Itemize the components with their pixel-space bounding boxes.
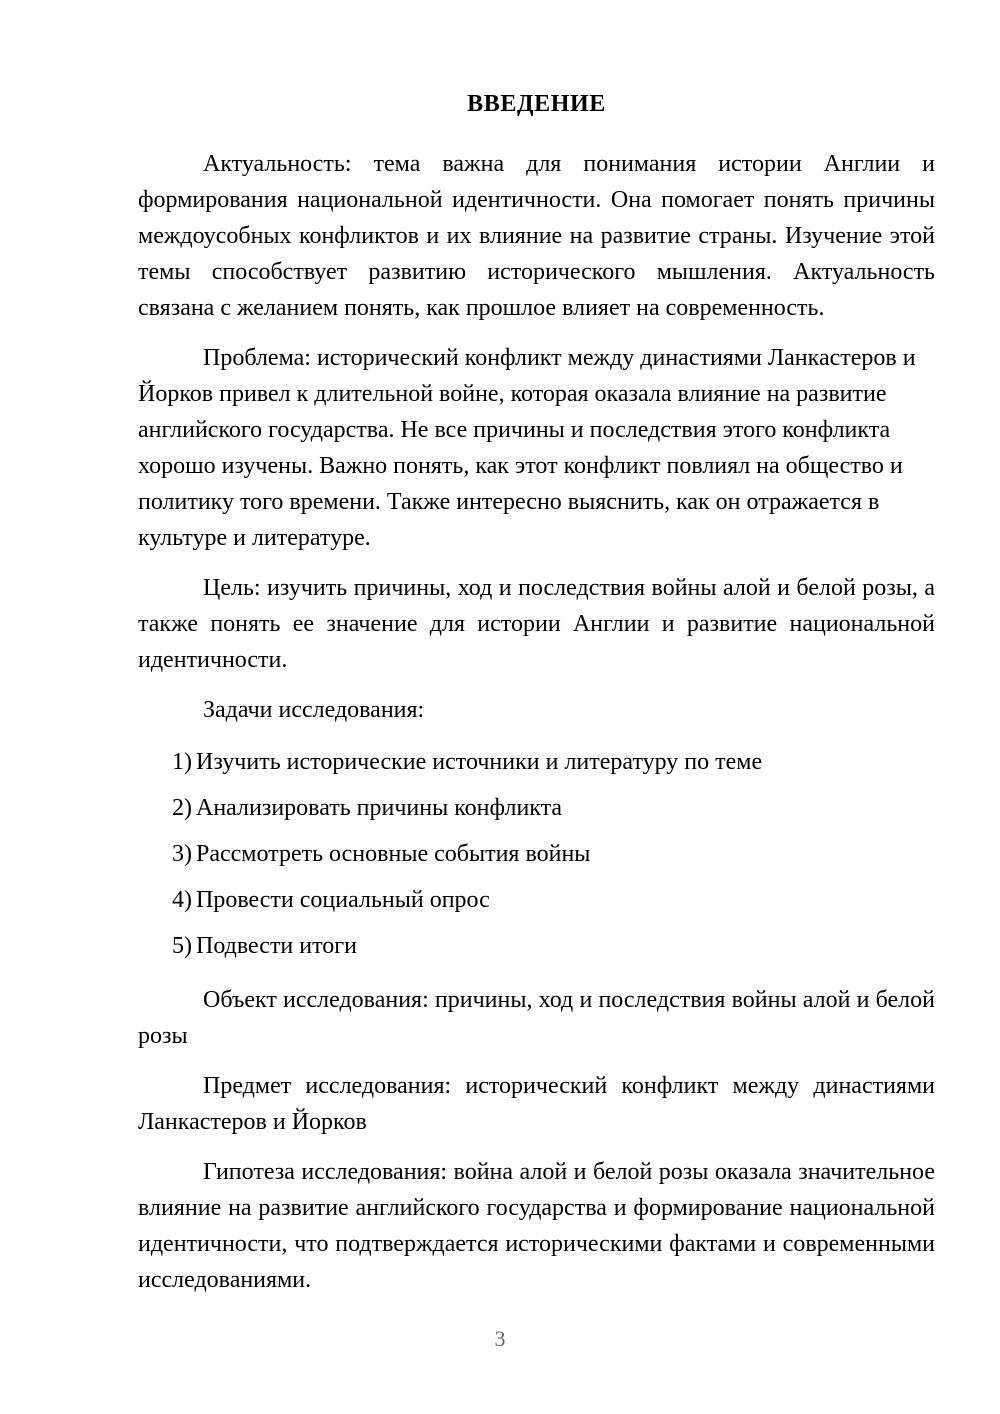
list-item-marker: 2) <box>172 795 192 822</box>
list-item-label: Рассмотреть основные события войны <box>196 841 591 868</box>
list-item-marker: 3) <box>172 841 192 868</box>
list-item-marker: 4) <box>172 887 192 914</box>
list-item <box>138 836 935 872</box>
page-content <box>138 88 935 1312</box>
paragraph-hypothesis: Гипотеза исследования: война алой и белой розы оказала значительное влияние на развитие английского государства и формирование национальной идентичности, что подтверждается историческими фактами и современными исследованиями. <box>138 1159 935 1294</box>
list-item <box>138 882 935 918</box>
list-item-label: Анализировать причины конфликта <box>196 795 563 822</box>
list-item-label: Провести социальный опрос <box>196 887 490 914</box>
list-item <box>138 790 935 826</box>
list-item <box>138 744 935 780</box>
list-item-label: Изучить исторические источники и литературу по теме <box>196 749 763 776</box>
list-item-label: Подвести итоги <box>196 933 357 960</box>
tasks-intro-label: Задачи исследования: <box>203 697 425 724</box>
list-item <box>138 928 935 964</box>
paragraph-problem: Проблема: исторический конфликт между династиями Ланкастеров и Йорков привел к длительной войне, которая оказала влияние на развитие английского государства. Не все причины и последствия этого конфликта хорошо изучены. Важно понять, как этот конфликт повлиял на общество и политику того времени. Также интересно выяснить, как он отражается в культуре и литературе. <box>138 345 916 552</box>
paragraph-object: Объект исследования: причины, ход и последствия войны алой и белой розы <box>138 987 935 1050</box>
list-item-marker: 1) <box>172 749 192 776</box>
paragraph-subject: Предмет исследования: исторический конфликт между династиями Ланкастеров и Йорков <box>138 1073 935 1136</box>
paragraph-relevance: Актуальность: тема важна для понимания истории Англии и формирования национальной идентичности. Она помогает понять причины междоусобных конфликтов и их влияние на развитие страны. Изучение этой темы способствует развитию исторического мышления. Актуальность связана с желанием понять, как прошлое влияет на современность. <box>138 151 935 322</box>
paragraph-goal: Цель: изучить причины, ход и последствия войны алой и белой розы, а также понять ее значение для истории Англии и развитие национальной идентичности. <box>138 575 935 674</box>
page-number: 3 <box>494 1326 506 1351</box>
tasks-list <box>138 744 935 964</box>
page-title: ВВЕДЕНИЕ <box>467 91 606 117</box>
list-item-marker: 5) <box>172 933 192 960</box>
